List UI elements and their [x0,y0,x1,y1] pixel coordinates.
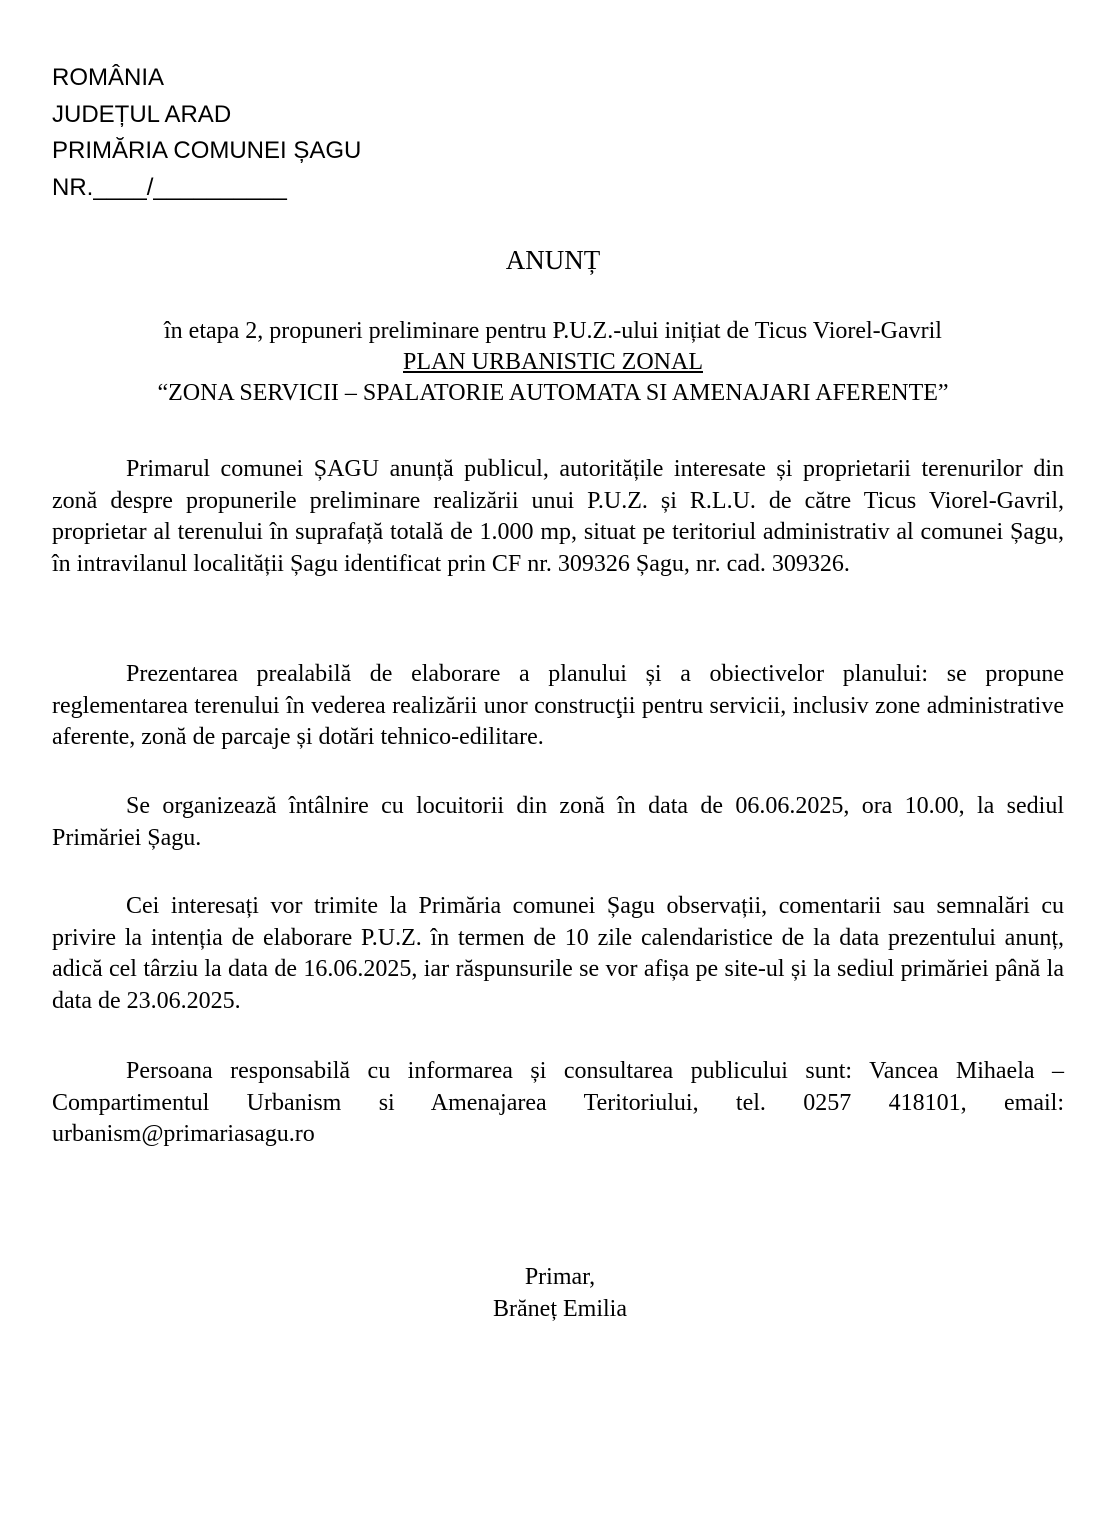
paragraph-plan-objectives: Prezentarea prealabilă de elaborare a planului și a obiectivelor planului: se propune reglementarea terenului în vederea realizării unor construcţii pentru servicii, inclusiv zone administrative aferente, zonă de parcaje și dotări tehnico-edilitare. [52,661,1064,751]
subtitle-stage-line: în etapa 2, propuneri preliminare pentru P.U.Z.-ului inițiat de Ticus Viorel-Gavril [164,318,942,344]
paragraph-contact-person: Persoana responsabilă cu informarea și consultarea publicului sunt: Vancea Mihaela – Compartimentul Urbanism si Amenajarea Teritoriului, tel. 0257 418101, email: urbanism@primariasagu.ro [52,1058,1064,1148]
signature-name: Brăneț Emilia [493,1296,627,1322]
registration-number-line: NR.____/__________ [52,173,287,201]
country-line: ROMÂNIA [52,64,165,91]
institution-line: PRIMĂRIA COMUNEI ȘAGU [52,137,362,164]
subtitle-project-line: “ZONA SERVICII – SPALATORIE AUTOMATA SI AMENAJARI AFERENTE” [157,380,949,406]
paragraph-comments-deadline: Cei interesați vor trimite la Primăria comunei Șagu observații, comentarii sau semnalări cu privire la intenția de elaborare P.U.Z. în termen de 10 zile calendaristice de la data prezentului anunț, adică cel târziu la data de 16.06.2025, iar răspunsurile se vor afișa pe site-ul și la sediul primăriei până la data de 23.06.2025. [52,893,1064,1015]
signature-role: Primar, [524,1264,596,1290]
subtitle-plan-line: PLAN URBANISTIC ZONAL [403,349,703,375]
paragraph-meeting: Se organizează întâlnire cu locuitorii din zonă în data de 06.06.2025, ora 10.00, la sediul Primăriei Șagu. [52,793,1064,851]
county-line: JUDEȚUL ARAD [52,100,232,128]
letterhead [52,60,361,206]
document-subtitle [40,316,1066,409]
document-title: ANUNȚ [505,245,601,275]
paragraph-announcement: Primarul comunei ȘAGU anunță publicul, autoritățile interesate și proprietarii terenurilor din zonă despre propunerile preliminare realizării unui P.U.Z. și R.L.U. de către Ticus Viorel-Gavril, proprietar al terenului în suprafață totală de 1.000 mp, situat pe teritoriul administrativ al comunei Șagu, în intravilanul localității Șagu identificat prin CF nr. 309326 Șagu, nr. cad. 309326. [52,456,1064,578]
